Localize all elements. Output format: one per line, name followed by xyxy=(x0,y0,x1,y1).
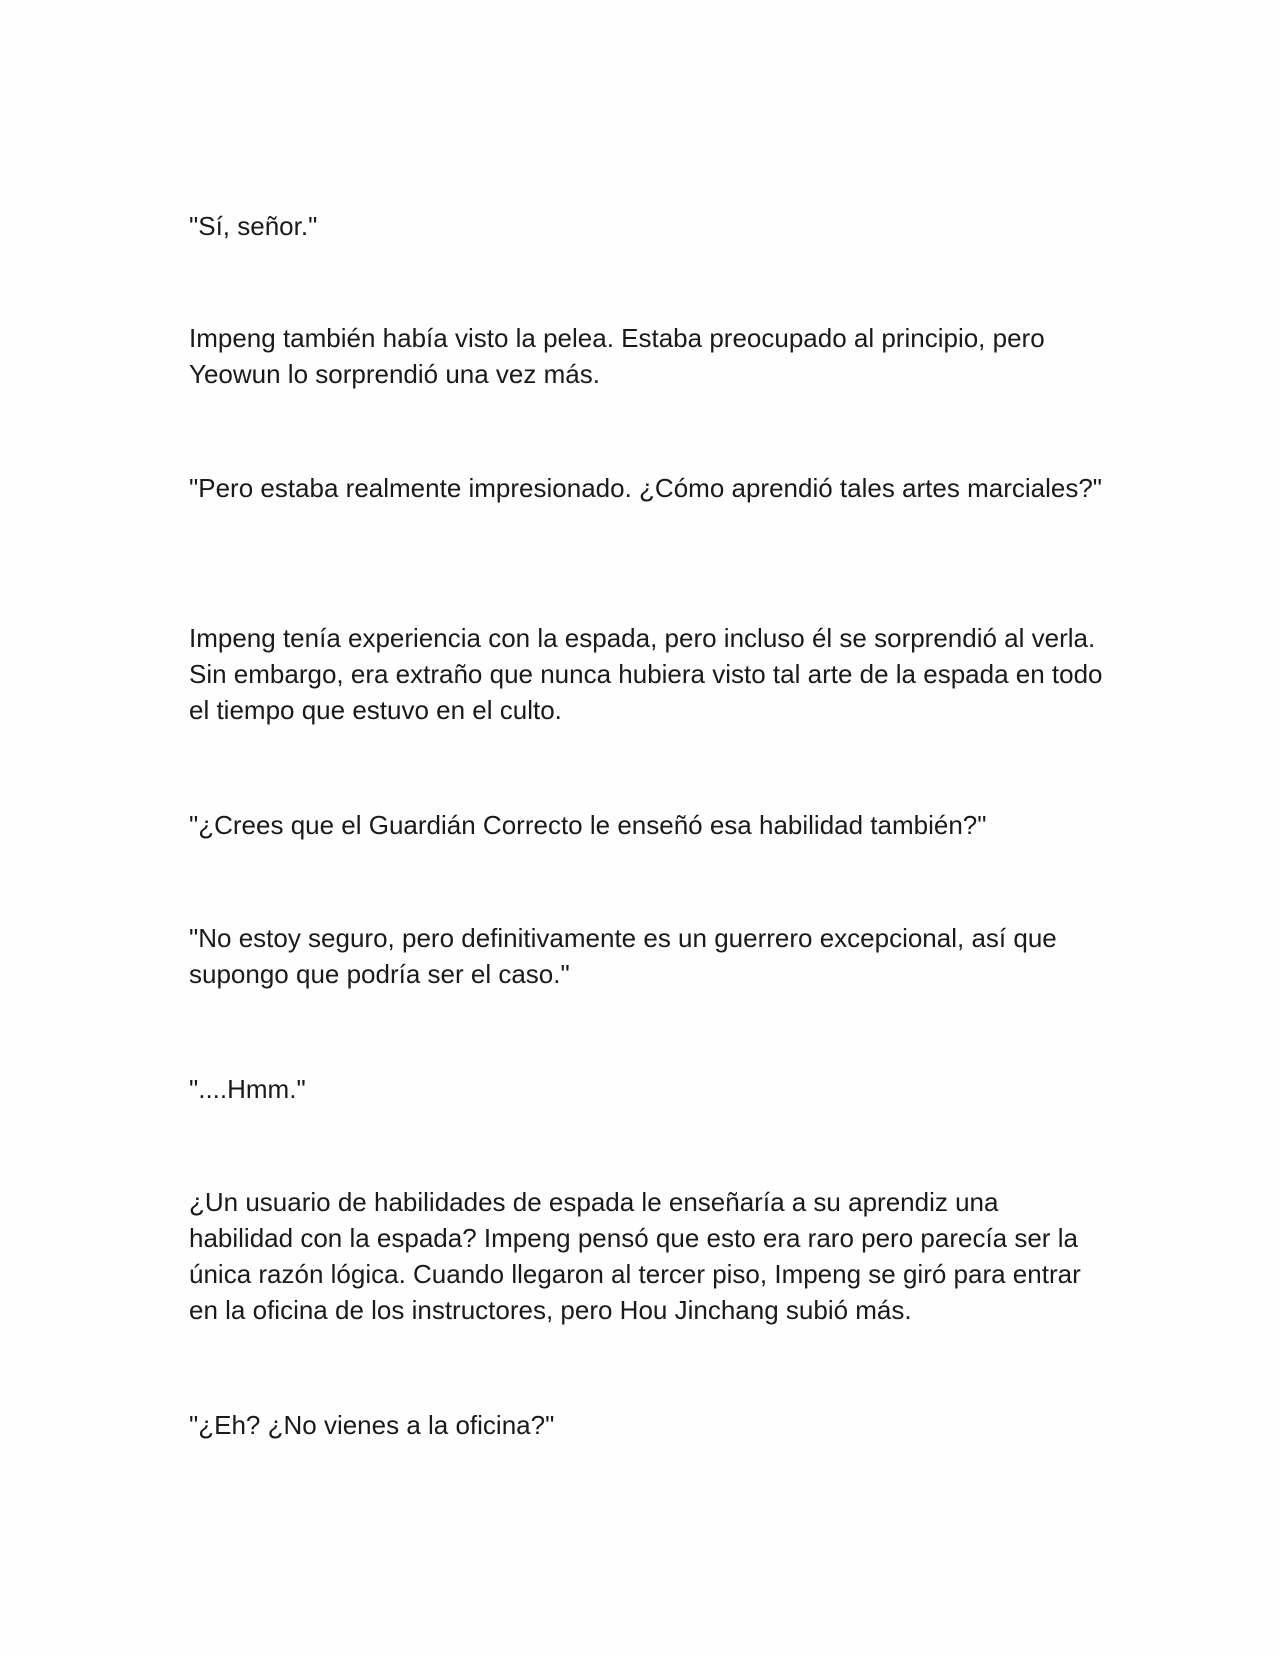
paragraph-5: "¿Crees que el Guardián Correcto le enseñó esa habilidad también?" xyxy=(189,810,987,840)
paragraph-9: "¿Eh? ¿No vienes a la oficina?" xyxy=(189,1410,555,1440)
paragraph-1: "Sí, señor." xyxy=(189,211,318,241)
paragraph-8: ¿Un usuario de habilidades de espada le enseñaría a su aprendiz una habilidad con la espada? Impeng pensó que esto era raro pero parecía ser la única razón lógica. Cuando llegaron al tercer piso, Impeng se giró para entrar en la oficina de los instructores, pero Hou Jinchang subió más. xyxy=(189,1187,1081,1325)
paragraph-4: Impeng tenía experiencia con la espada, pero incluso él se sorprendió al verla. Sin embargo, era extraño que nunca hubiera visto tal arte de la espada en todo el tiempo que estuvo en el culto. xyxy=(189,623,1103,725)
paragraph-3: "Pero estaba realmente impresionado. ¿Cómo aprendió tales artes marciales?" xyxy=(189,473,1103,503)
paragraph-7: "....Hmm." xyxy=(189,1074,306,1104)
paragraph-6: "No estoy seguro, pero definitivamente es un guerrero excepcional, así que supongo que podría ser el caso." xyxy=(189,923,1057,989)
paragraph-2: Impeng también había visto la pelea. Estaba preocupado al principio, pero Yeowun lo sorprendió una vez más. xyxy=(189,323,1045,389)
